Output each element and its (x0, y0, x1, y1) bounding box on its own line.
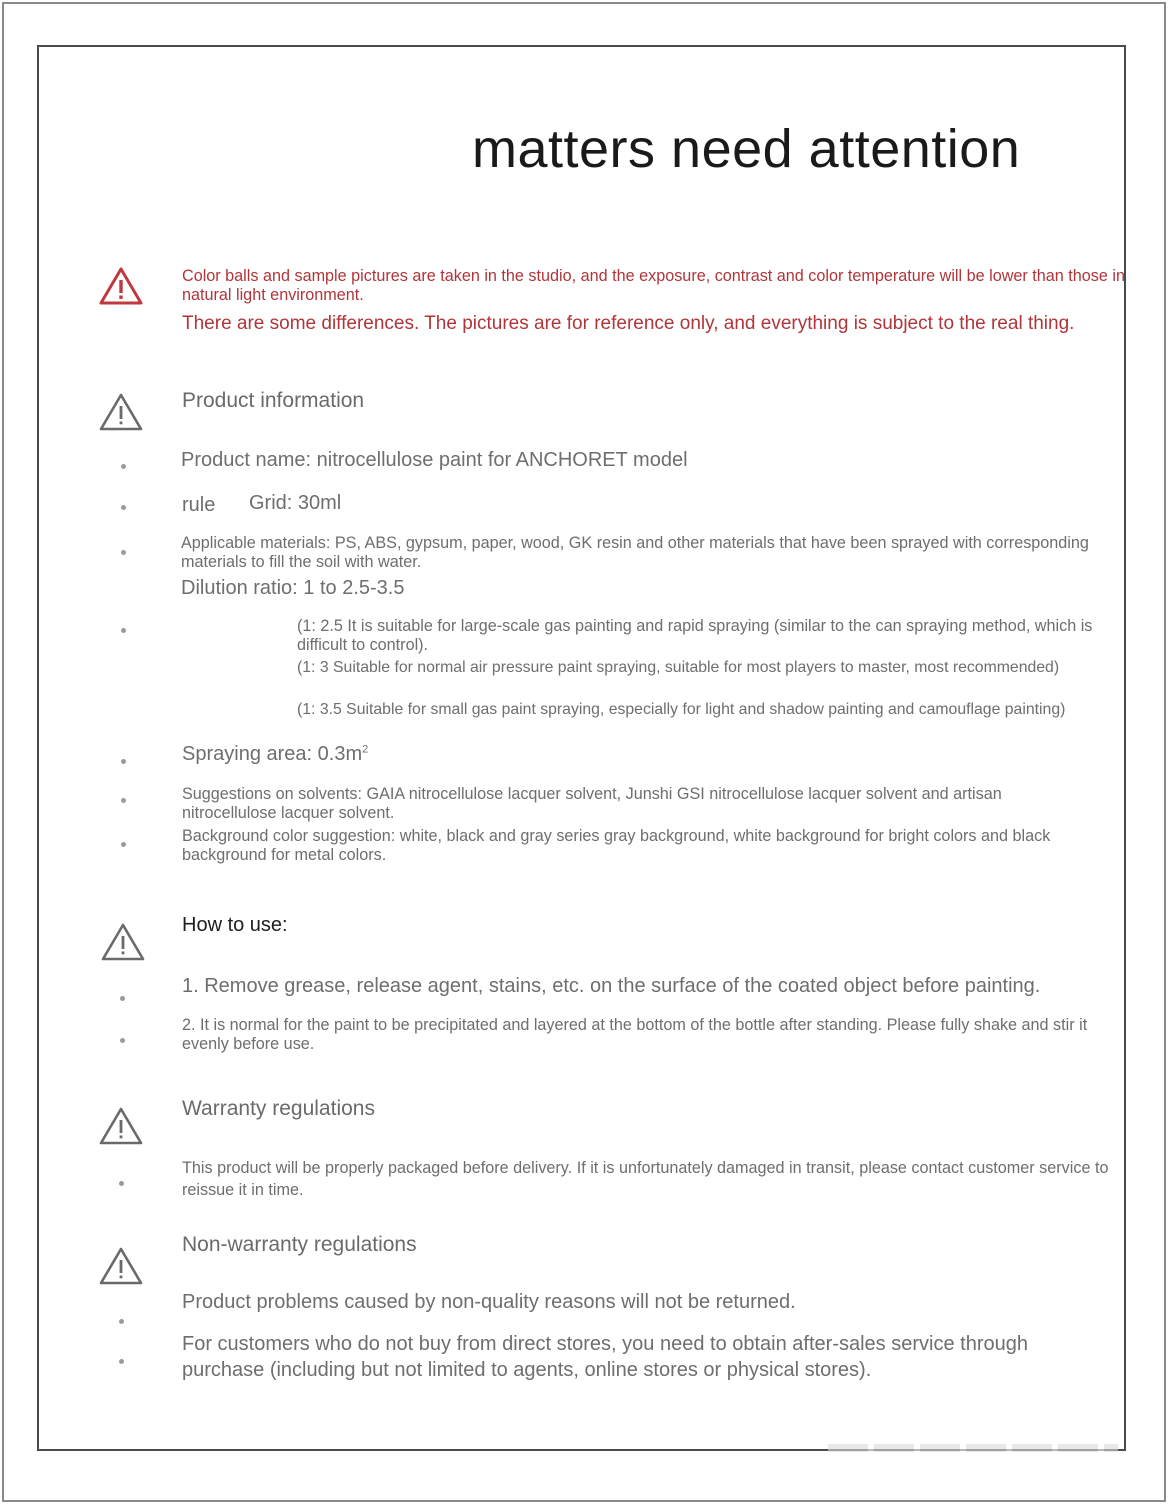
solvent-suggestions: Suggestions on solvents: GAIA nitrocellulose lacquer solvent, Junshi GSI nitrocellulose lacquer solvent and artisan nitrocellulose lacquer solvent. (182, 785, 1002, 822)
dilution-note-2: (1: 3 Suitable for normal air pressure paint spraying, suitable for most players to master, most recommended) (297, 659, 1060, 676)
rule-value: Grid: 30ml (249, 492, 342, 514)
bullet (121, 842, 126, 847)
spraying-area (182, 743, 368, 766)
bullet (121, 759, 126, 764)
bullet (121, 505, 126, 510)
warning-triangle-icon (100, 922, 146, 962)
applicable-materials: Applicable materials: PS, ABS, gypsum, paper, wood, GK resin and other materials that have been sprayed with corresponding materials to fill the soil with water. (181, 534, 1089, 571)
rule-label: rule (182, 494, 216, 516)
warning-triangle-icon (98, 392, 144, 432)
dilution-note-3: (1: 3.5 Suitable for small gas paint spraying, especially for light and shadow painting and camouflage painting) (297, 701, 1066, 718)
spraying-area-text: Spraying area: 0.3m (182, 743, 363, 765)
warning-triangle-icon (98, 1106, 144, 1146)
usage-step-1: 1. Remove grease, release agent, stains, etc. on the surface of the coated object before painting. (182, 975, 1041, 997)
warning-triangle-icon (98, 1246, 144, 1286)
dilution-note-1: (1: 2.5 It is suitable for large-scale gas painting and rapid spraying (similar to the can spraying method, which is difficult to control). (297, 617, 1093, 654)
bullet (119, 1319, 124, 1324)
section-heading-warranty: Warranty regulations (182, 1097, 375, 1120)
bullet (121, 550, 126, 555)
section-heading-product-info: Product information (182, 389, 365, 412)
notice-line-1: Color balls and sample pictures are taken in the studio, and the exposure, contrast and color temperature will be lower than those in natural light environment. (182, 267, 1126, 304)
section-heading-non-warranty: Non-warranty regulations (182, 1233, 417, 1256)
section-heading-how-to-use: How to use: (182, 914, 288, 936)
footer-strip (828, 1444, 1118, 1452)
dilution-ratio: Dilution ratio: 1 to 2.5-3.5 (181, 577, 405, 599)
page-title: matters need attention (472, 119, 1021, 179)
product-name: Product name: nitrocellulose paint for ANCHORET model (181, 449, 688, 471)
bullet (120, 1038, 125, 1043)
non-warranty-text-1: Product problems caused by non-quality reasons will not be returned. (182, 1291, 796, 1313)
bullet (121, 628, 126, 633)
warranty-text: This product will be properly packaged before delivery. If it is unfortunately damaged in transit, please contact customer service to reissue it in time. (182, 1159, 1109, 1199)
spraying-area-unit-exponent: 2 (362, 743, 369, 756)
background-suggestion: Background color suggestion: white, black and gray series gray background, white background for bright colors and black background for metal colors. (182, 827, 1051, 864)
bullet (119, 1359, 124, 1364)
bullet (119, 1181, 124, 1186)
warning-triangle-icon (98, 266, 144, 306)
bullet (121, 464, 126, 469)
non-warranty-text-2: For customers who do not buy from direct stores, you need to obtain after-sales service through purchase (including but not limited to agents, online stores or physical stores). (182, 1333, 1028, 1381)
bullet (121, 798, 126, 803)
notice-line-2: There are some differences. The pictures are for reference only, and everything is subject to the real thing. (182, 313, 1075, 334)
usage-step-2: 2. It is normal for the paint to be precipitated and layered at the bottom of the bottle after standing. Please fully shake and stir it evenly before use. (182, 1016, 1088, 1053)
bullet (120, 996, 125, 1001)
